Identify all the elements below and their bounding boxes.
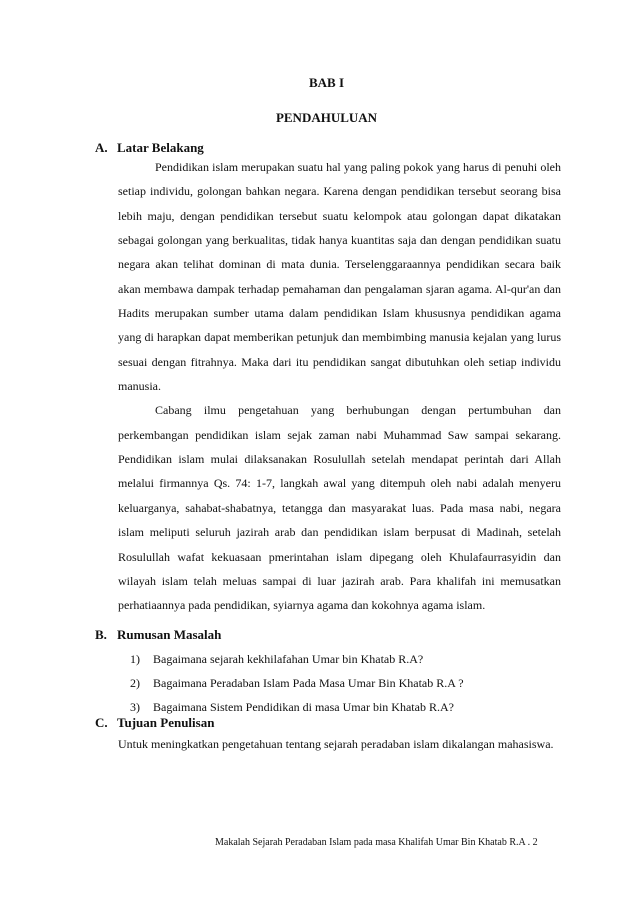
paragraph: Cabang ilmu pengetahuan yang berhubungan dengan pertumbuhan dan perkembangan pendidikan islam sejak zaman nabi Muhammad Saw sampai sekarang. Pendidikan islam mulai dilaksanakan Rosulullah setelah mendapat perintah dari Allah melalui firmannya Qs. 74: 1-7, langkah awal yang ditempuh oleh nabi adalah menyeru keluarganya, sahabat-shabatnya, tetangga dan masyarakat luas. Pada masa nabi, negara islam meliputi seluruh jazirah arab dan pendidikan islam berpusat di Madinah, setelah Rosulullah wafat kekuasaan pmerintahan islam dipegang oleh Khulafaurrasyidin dan wilayah islam telah meluas sampai di luar jazirah arab. Para khalifah ini memusatkan perhatiaannya pada pendidikan, syiarnya agama dan kokohnya agama islam. xyxy=(118,403,561,613)
list-text: Bagaimana sejarah kekhilafahan Umar bin Khatab R.A? xyxy=(153,652,424,666)
section-c-title: Tujuan Penulisan xyxy=(117,715,215,730)
section-a-letter: A. xyxy=(95,140,108,155)
research-questions-list xyxy=(130,647,464,719)
section-b-title: Rumusan Masalah xyxy=(117,627,222,642)
list-item xyxy=(130,671,464,695)
paragraph: Untuk meningkatkan pengetahuan tentang sejarah peradaban islam dikalangan mahasiswa. xyxy=(118,737,554,751)
section-c-heading xyxy=(95,715,214,731)
list-number: 2) xyxy=(130,676,140,690)
list-number: 3) xyxy=(130,700,140,714)
page-footer: Makalah Sejarah Peradaban Islam pada masa Khalifah Umar Bin Khatab R.A . 2 xyxy=(215,837,538,848)
chapter-label: BAB I xyxy=(308,75,345,90)
section-a-title: Latar Belakang xyxy=(117,140,204,155)
section-a-heading xyxy=(95,140,204,156)
section-c-letter: C. xyxy=(95,715,108,730)
list-text: Bagaimana Peradaban Islam Pada Masa Umar Bin Khatab R.A ? xyxy=(153,676,464,690)
section-a-body xyxy=(118,155,561,618)
paragraph: Pendidikan islam merupakan suatu hal yang paling pokok yang harus di penuhi oleh setiap individu, golongan bahkan negara. Karena dengan pendidikan tersebut seorang bisa lebih maju, dengan pendidikan tersebut suatu kelompok atau golongan dapat dikatakan sebagai golongan yang berkualitas, tidak hanya kuantitas saja dan dengan pendidikan suatu negara akan telihat dominan di mata dunia. Terselenggaraannya pendidikan secara baik akan membawa dampak terhadap pemahaman dan pengalaman sjaran agama. Al-qur'an dan Hadits merupakan sumber utama dalam pendidikan Islam khususnya pendidikan agama yang di harapkan dapat memberikan petunjuk dan membimbing manusia kejalan yang lurus sesuai dengan fitrahnya. Maka dari itu pendidikan sangat dibutuhkan oleh setiap individu manusia. xyxy=(118,160,561,394)
list-number: 1) xyxy=(130,652,140,666)
section-b-heading xyxy=(95,627,221,643)
list-item xyxy=(130,647,464,671)
section-b-letter: B. xyxy=(95,627,107,642)
section-c-body xyxy=(118,732,561,756)
list-text: Bagaimana Sistem Pendidikan di masa Umar bin Khatab R.A? xyxy=(153,700,454,714)
chapter-title: PENDAHULUAN xyxy=(275,110,378,125)
